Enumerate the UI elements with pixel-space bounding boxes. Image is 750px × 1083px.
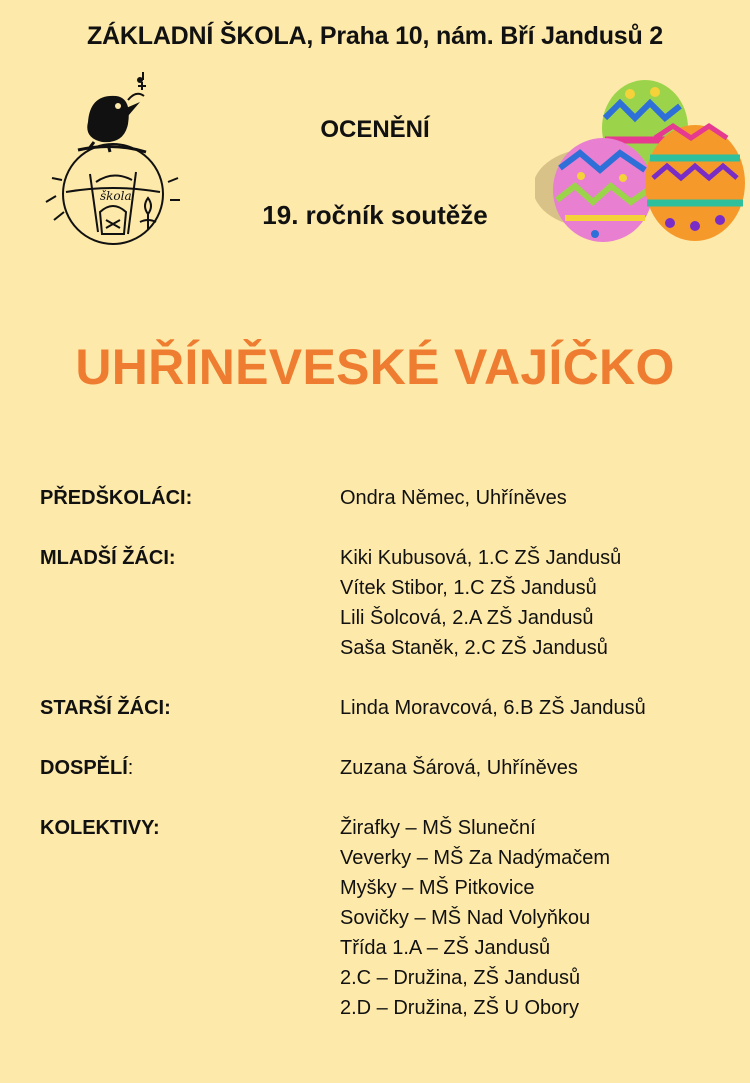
winner-name: Zuzana Šárová, Uhříněves [340,757,578,779]
winner-name: 2.C – Družina, ZŠ Jandusů [340,967,581,989]
winner-name: Ondra Němec, Uhříněves [340,487,567,509]
winner-name: Saša Staněk, 2.C ZŠ Jandusů [340,637,608,659]
winner-name: 2.D – Družina, ZŠ U Obory [340,997,579,1019]
category-groups [40,813,720,1023]
category-label: STARŠÍ ŽÁCI: [40,697,171,719]
winners-list [40,483,720,1053]
winner-name: Kiki Kubusová, 1.C ZŠ Jandusů [340,547,622,569]
category-label: MLADŠÍ ŽÁCI: [40,547,176,569]
category-label-wrap [40,753,340,783]
category-label: DOSPĚLÍ [40,757,128,779]
winner-name: Veverky – MŠ Za Nadýmačem [340,847,611,869]
edition-heading: 19. ročník soutěže [262,200,488,230]
category-label: PŘEDŠKOLÁCI: [40,487,193,509]
category-older-pupils [40,693,720,723]
winner-name: Žirafky – MŠ Sluneční [340,817,536,839]
category-label: KOLEKTIVY: [40,817,160,839]
winner-name: Lili Šolcová, 2.A ZŠ Jandusů [340,607,594,629]
winner-name: Sovičky – MŠ Nad Volyňkou [340,907,591,929]
category-younger-pupils [40,543,720,663]
competition-title: UHŘÍNĚVESKÉ VAJÍČKO [75,339,675,395]
category-label-colon: : [127,757,134,779]
category-preschool [40,483,720,513]
winner-name: Třída 1.A – ZŠ Jandusů [340,937,551,959]
winner-name: Myšky – MŠ Pitkovice [340,877,535,899]
award-heading: OCENĚNÍ [320,116,430,143]
winner-name: Linda Moravcová, 6.B ZŠ Jandusů [340,697,646,719]
logo-text: škola [100,189,132,203]
school-name: ZÁKLADNÍ ŠKOLA, Praha 10, nám. Bří Jandusů 2 [86,22,664,50]
winner-name: Vítek Stibor, 1.C ZŠ Jandusů [340,577,597,599]
category-adults [40,753,720,783]
